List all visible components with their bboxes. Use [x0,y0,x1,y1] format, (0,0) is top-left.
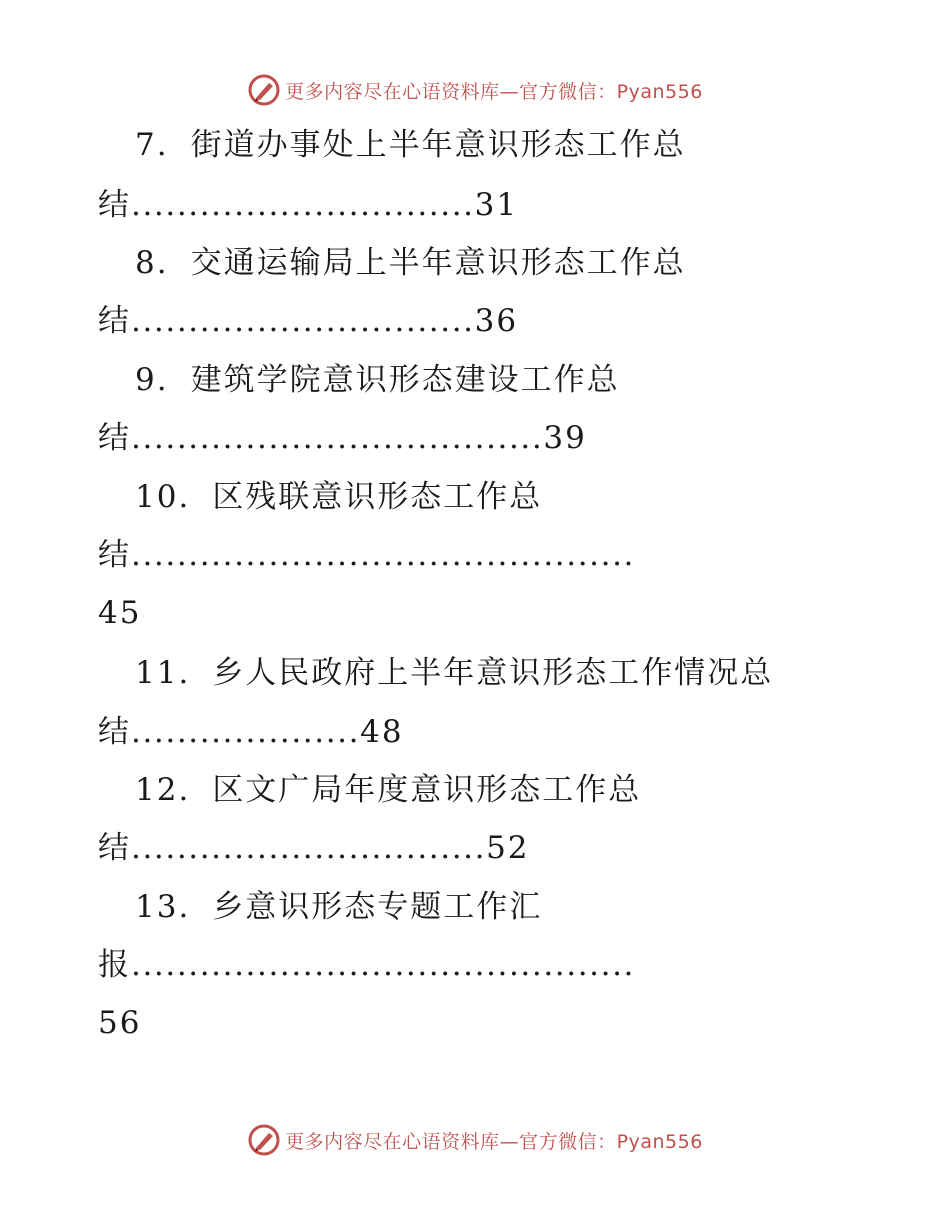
toc-title-tail: 结 [98,537,131,573]
toc-dots: .............................. [131,187,475,223]
toc-page-number: 48 [360,714,404,750]
toc-title-tail: 结 [98,420,131,456]
header-banner [0,70,950,110]
toc-title-line [135,243,686,283]
toc-dots: ............................................ [131,947,635,983]
toc-dots: ............................................ [131,537,635,573]
toc-title: 乡意识形态专题工作汇 [212,889,543,925]
toc-number: 11. [135,655,191,691]
toc-number: 7. [135,127,169,163]
toc-title-tail: 结 [98,714,131,750]
toc-dots: .............................. [131,303,475,339]
toc-title-line [135,887,542,927]
toc-leader-line [98,185,518,225]
toc-title-line [135,477,542,517]
banner-text: 更多内容尽在心语资料库—官方微信：Pyan556 [285,80,703,103]
toc-leader-line [98,535,635,575]
toc-title-tail: 结 [98,303,131,339]
toc-title: 乡人民政府上半年意识形态工作情况总 [212,655,774,691]
toc-page-number-line [98,1003,141,1043]
toc-title-tail: 结 [98,187,131,223]
toc-title: 交通运输局上半年意识形态工作总 [190,245,686,281]
toc-leader-line [98,418,587,458]
toc-number: 8. [135,245,169,281]
toc-number: 10. [135,479,191,515]
toc-leader-line [98,712,404,752]
toc-title: 建筑学院意识形态建设工作总 [190,362,620,398]
toc-title: 区残联意识形态工作总 [212,479,543,515]
toc-page-number: 45 [98,595,142,631]
toc-title-line [135,770,641,810]
toc-dots: ............................... [131,830,487,866]
toc-number: 9. [135,362,169,398]
toc-number: 12. [135,772,191,808]
toc-page-number: 39 [543,420,587,456]
toc-leader-line [98,301,518,341]
toc-title: 街道办事处上半年意识形态工作总 [190,127,686,163]
pen-logo-icon [247,73,281,107]
toc-page-number-line [98,593,141,633]
toc-title-line [135,653,773,693]
toc-title-tail: 结 [98,830,131,866]
toc-title-tail: 报 [98,947,131,983]
toc-page-number: 52 [486,830,530,866]
toc-dots: .................... [131,714,361,750]
pen-logo-icon [247,1123,281,1157]
toc-page-number: 36 [474,303,519,339]
toc-title-line [135,125,686,165]
toc-leader-line [98,828,530,868]
toc-title: 区文广局年度意识形态工作总 [212,772,642,808]
toc-leader-line [98,945,635,985]
toc-page-number: 31 [474,187,519,223]
toc-page-number: 56 [98,1005,142,1041]
toc-title-line [135,360,620,400]
toc-number: 13. [135,889,191,925]
footer-banner [0,1120,950,1160]
banner-text: 更多内容尽在心语资料库—官方微信：Pyan556 [285,1130,703,1153]
toc-dots: .................................... [131,420,544,456]
